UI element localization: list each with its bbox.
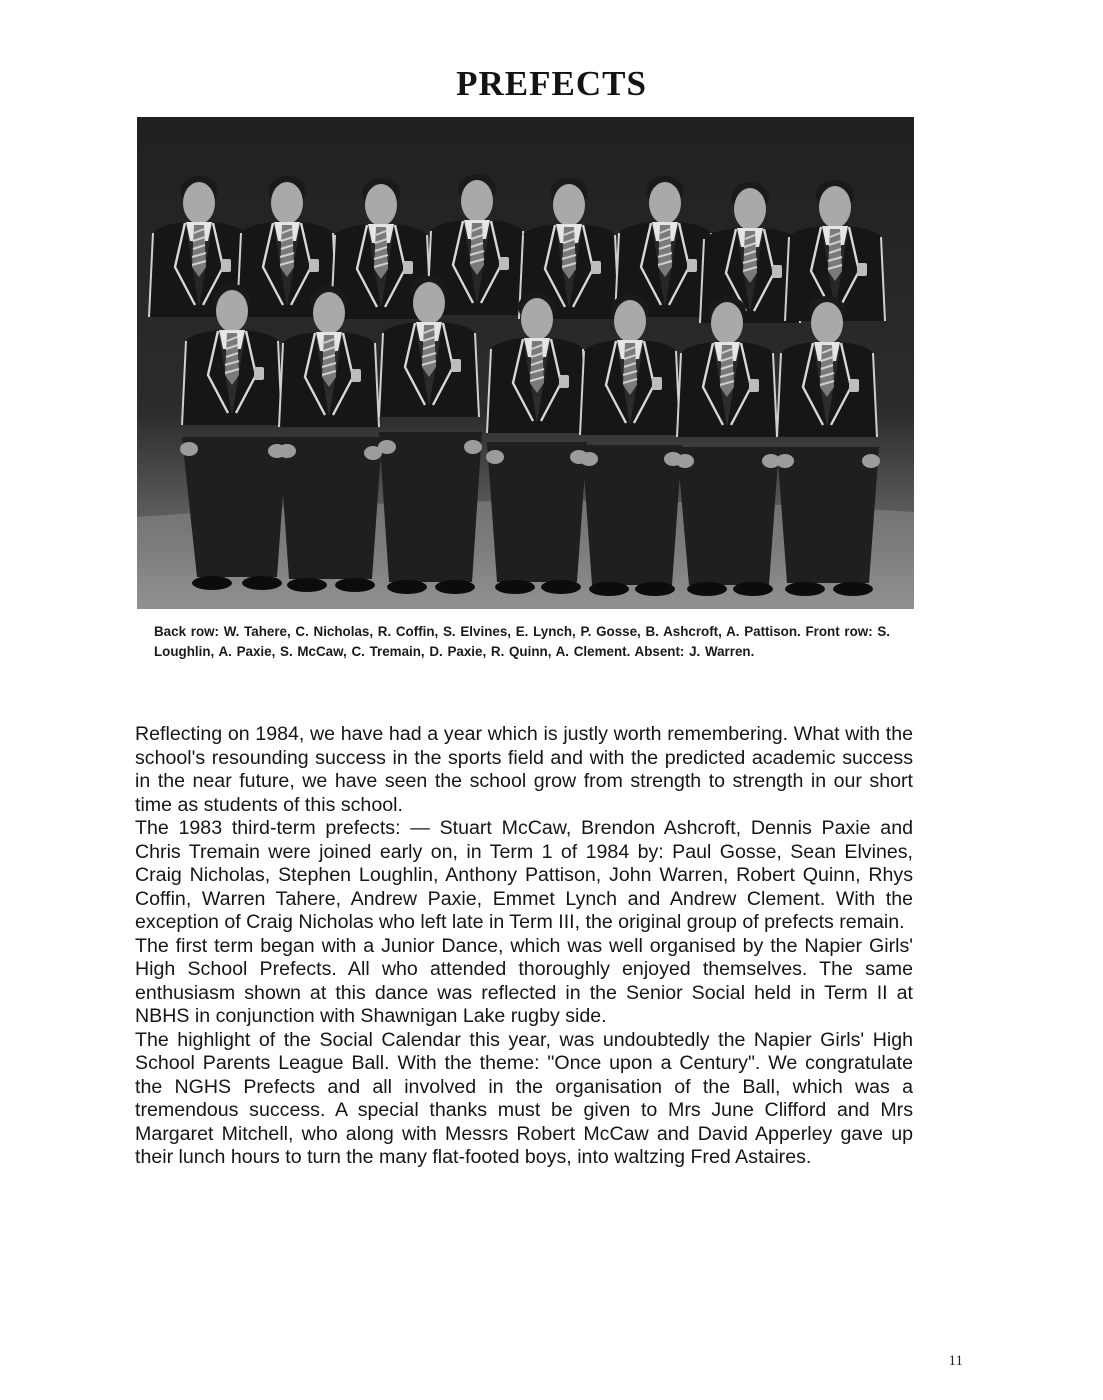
paragraph: Reflecting on 1984, we have had a year which is justly worth remembering. What with the school's resounding success in the sports field and with the predicted academic success in the near future, we have seen the school grow from strength to strength in our short time as students of this school. xyxy=(135,723,913,816)
paragraph: The 1983 third-term prefects: — Stuart McCaw, Brendon Ashcroft, Dennis Paxie and Chris Tremain were joined early on, in Term 1 of 1984 by: Paul Gosse, Sean Elvines, Craig Nicholas, Stephen Loughlin, Anthony Pattison, John Warren, Robert Quinn, Rhys Coffin, Warren Tahere, Andrew Paxie, Emmet Lynch and Andrew Clement. With the exception of Craig Nicholas who left late in Term III, the original group of prefects remain. xyxy=(135,817,913,933)
article-body xyxy=(135,723,913,1170)
prefects-group-photo xyxy=(137,117,914,609)
paragraph: The first term began with a Junior Dance, which was well organised by the Napier Girls' High School Prefects. All who attended thoroughly enjoyed themselves. The same enthusiasm shown at this dance was reflected in the Senior Social held in Term II at NBHS in conjunction with Shawnigan Lake rugby side. xyxy=(135,934,913,1027)
page-number: 11 xyxy=(948,1353,963,1369)
photo-caption: Back row: W. Tahere, C. Nicholas, R. Coffin, S. Elvines, E. Lynch, P. Gosse, B. Ashcroft, A. Pattison. Front row: S. Loughlin, A. Paxie, S. McCaw, C. Tremain, D. Paxie, R. Quinn, A. Clement. Absent: J. Warren. xyxy=(154,624,891,659)
paragraph: The highlight of the Social Calendar this year, was undoubtedly the Napier Girls' High School Parents League Ball. With the theme: "Once upon a Century". We congratulate the NGHS Prefects and all involved in the organisation of the Ball, which was a tremendous success. A special thanks must be given to Mrs June Clifford and Mrs Margaret Mitchell, who along with Messrs Robert McCaw and David Apperley gave up their lunch hours to turn the many flat-footed boys, into waltzing Fred Astaires. xyxy=(135,1028,913,1168)
page-title: PREFECTS xyxy=(456,64,647,103)
